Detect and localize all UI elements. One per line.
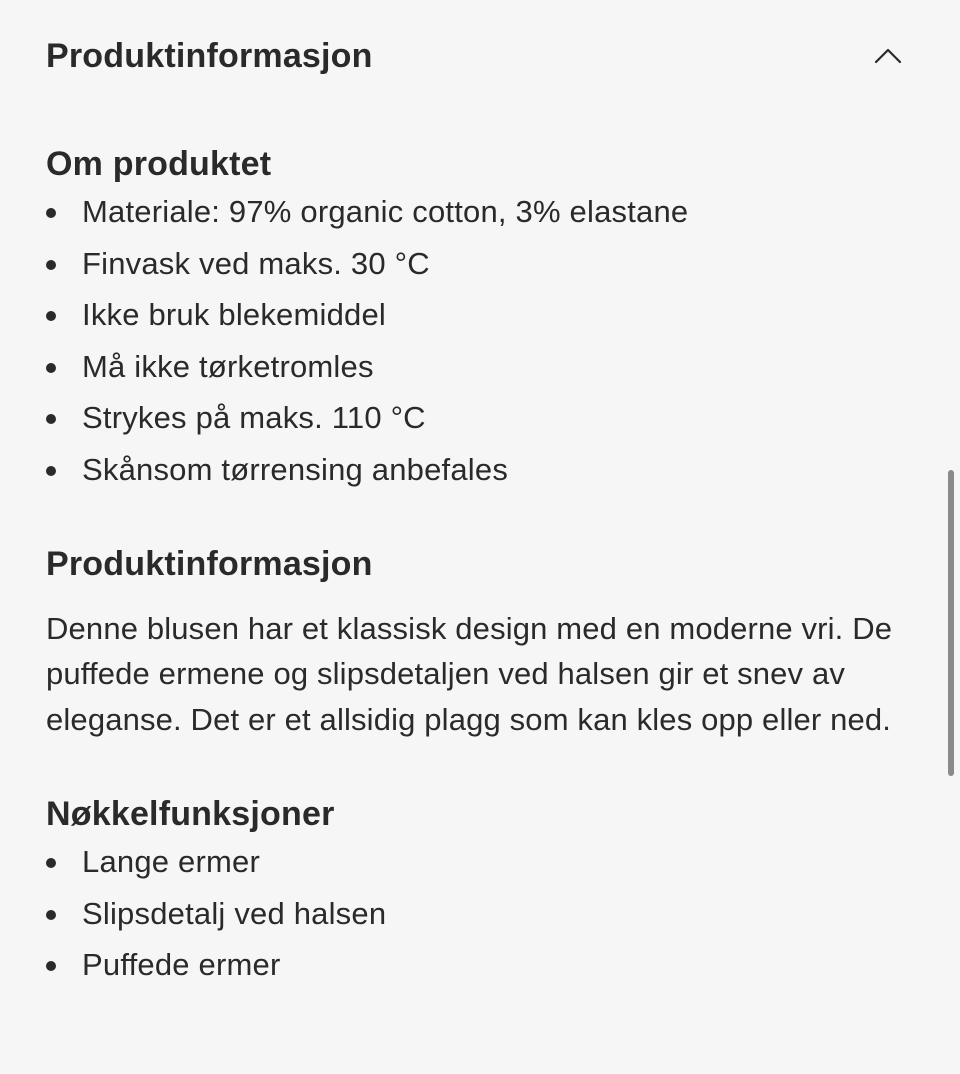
chevron-up-icon[interactable] [866,34,910,78]
accordion-title: Produktinformasjon [46,37,373,75]
list-item: Må ikke tørketromles [46,341,914,393]
scrollbar[interactable] [948,470,956,776]
list-item: Materiale: 97% organic cotton, 3% elastane [46,186,914,238]
list-item: Strykes på maks. 110 °C [46,392,914,444]
list-item: Slipsdetalj ved halsen [46,888,914,940]
product-info-heading: Produktinformasjon [46,544,373,583]
key-features-heading: Nøkkelfunksjoner [46,795,335,834]
scrollbar-thumb[interactable] [948,470,954,776]
list-item: Finvask ved maks. 30 °C [46,238,914,290]
list-item: Puffede ermer [46,939,914,991]
list-item: Ikke bruk blekemiddel [46,289,914,341]
about-list [46,186,914,496]
product-description: Denne blusen har et klassisk design med en moderne vri. De puffede ermene og slipsdetaljen ved halsen gir et snev av eleganse. Det er et allsidig plagg som kan kles opp eller ned. [46,610,893,737]
accordion-header[interactable] [46,0,914,112]
list-item: Skånsom tørrensing anbefales [46,444,914,496]
about-heading: Om produktet [46,145,272,183]
list-item: Lange ermer [46,836,914,888]
key-features-list [46,836,914,991]
